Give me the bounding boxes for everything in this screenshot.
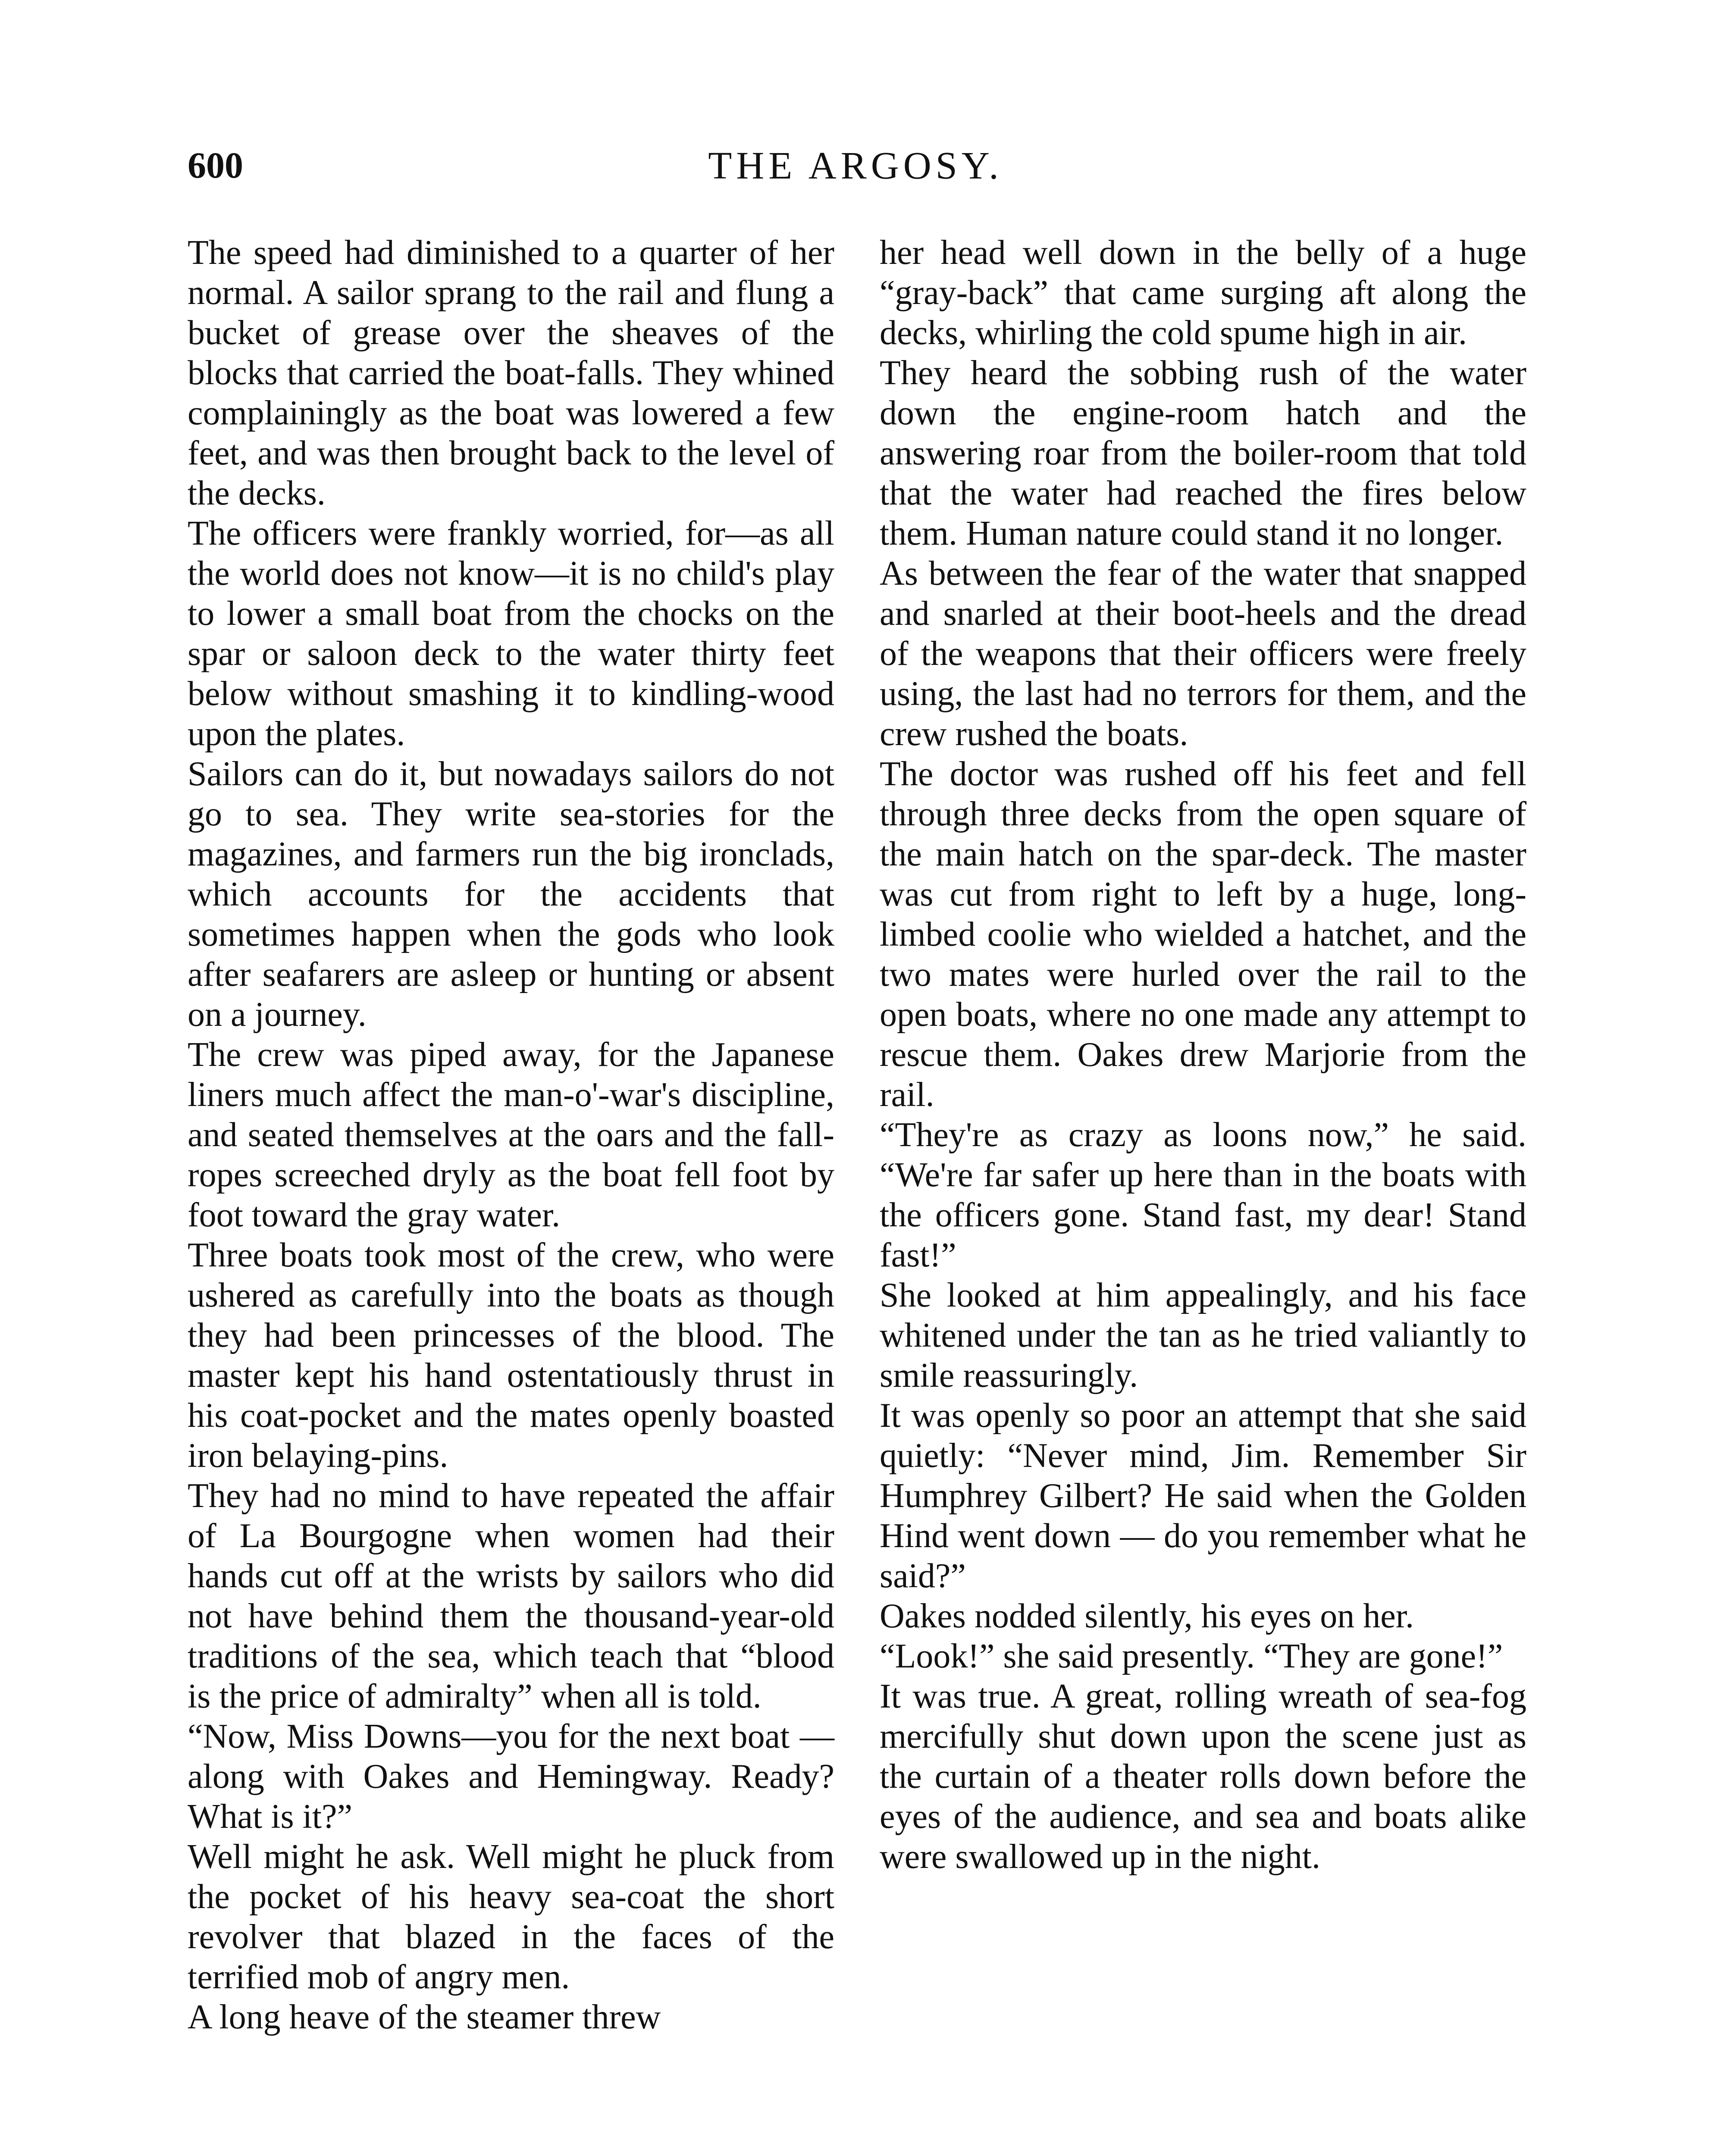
paragraph: It was true. A great, rolling wreath of sea-fog mercifully shut down upon the scene just as the curtain of a theater rolls down before the eyes of the audience, and sea and boats alike were swallowed up in the night. [880,1677,1526,1876]
page-number: 600 [188,144,243,186]
paragraph: The doctor was rushed off his feet and fell through three decks from the open square of the main hatch on the spar-deck. The master was cut from right to left by a huge, long-limbed coolie who wielded a hatchet, and the two mates were hurled over the rail to the open boats, where no one made any attempt to rescue them. Oakes drew Marjorie from the rail. [880,755,1526,1114]
paragraph: A long heave of the steamer threw [188,1998,661,2036]
paragraph: She looked at him appealingly, and his face whitened under the tan as he tried valiantly to smile reassuringly. [880,1276,1526,1395]
paragraph: Well might he ask. Well might he pluck from the pocket of his heavy sea-coat the short revolver that blazed in the faces of the terrified mob of angry men. [188,1838,834,1996]
paragraph: Oakes nodded silently, his eyes on her. [880,1597,1414,1635]
paragraph: The officers were frankly worried, for—as all the world does not know—it is no child's play to lower a small boat from the chocks on the spar or saloon deck to the water thirty feet below without smashing it to kindling-wood upon the plates. [188,514,834,753]
paragraph: her head well down in the belly of a huge “gray-back” that came surging aft along the decks, whirling the cold spume high in air. [880,234,1526,352]
paragraph: They had no mind to have repeated the affair of La Bourgogne when women had their hands cut off at the wrists by sailors who did not have behind them the thousand-year-old traditions of the sea, which teach that “blood is the price of admiralty” when all is told. [188,1477,834,1715]
paragraph: The crew was piped away, for the Japanese liners much affect the man-o'-war's discipline, and seated themselves at the oars and the fall-ropes screeched dryly as the boat fell foot by foot toward the gray water. [188,1036,834,1234]
left-column [188,233,834,2037]
paragraph: “Now, Miss Downs—you for the next boat — along with Oakes and Hemingway. Ready? What is it?” [188,1717,834,1836]
paragraph: “They're as crazy as loons now,” he said. “We're far safer up here than in the boats with the officers gone. Stand fast, my dear! Stand fast!” [880,1116,1526,1274]
paragraph: They heard the sobbing rush of the water down the engine-room hatch and the answering roar from the boiler-room that told that the water had reached the fires below them. Human nature could stand it no longer. [880,354,1526,552]
paragraph: As between the fear of the water that snapped and snarled at their boot-heels and the dread of the weapons that their officers were freely using, the last had no terrors for them, and the crew rushed the boats. [880,555,1526,753]
paragraph: It was openly so poor an attempt that she said quietly: “Never mind, Jim. Remember Sir Humphrey Gilbert? He said when the Golden Hind went down — do you remember what he said?” [880,1397,1526,1595]
running-head: THE ARGOSY. [708,144,1003,187]
paragraph: The speed had diminished to a quarter of her normal. A sailor sprang to the rail and flung a bucket of grease over the sheaves of the blocks that carried the boat-falls. They whined complainingly as the boat was lowered a few feet, and was then brought back to the level of the decks. [188,234,834,512]
paragraph: Three boats took most of the crew, who were ushered as carefully into the boats as though they had been princesses of the blood. The master kept his hand ostentatiously thrust in his coat-pocket and the mates openly boasted iron belaying-pins. [188,1236,834,1475]
right-column [880,233,1526,1877]
paragraph: “Look!” she said presently. “They are gone!” [880,1637,1503,1675]
paragraph: Sailors can do it, but nowadays sailors do not go to sea. They write sea-stories for the magazines, and farmers run the big ironclads, which accounts for the accidents that sometimes happen when the gods who look after seafarers are asleep or hunting or absent on a journey. [188,755,834,1034]
